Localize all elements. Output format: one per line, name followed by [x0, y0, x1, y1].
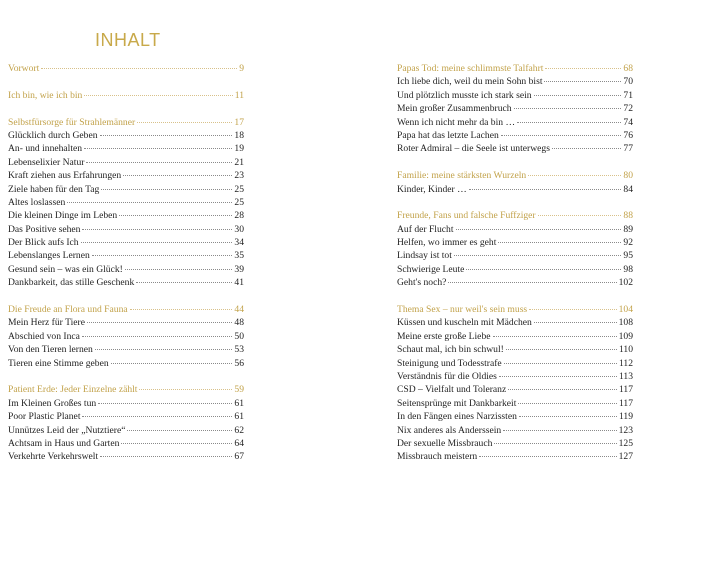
toc-entry-title: Dankbarkeit, das stille Geschenk: [8, 277, 135, 289]
dot-leader: [82, 336, 232, 337]
toc-entry-title: Die Freude an Flora und Fauna: [8, 304, 128, 316]
dot-leader: [454, 255, 622, 256]
toc-entry-title: Ich bin, wie ich bin: [8, 89, 83, 101]
toc-page-number: 62: [234, 424, 244, 436]
toc-section-heading[interactable]: [397, 303, 633, 316]
toc-entry[interactable]: [8, 129, 244, 142]
dot-leader: [98, 403, 232, 404]
dot-leader: [501, 135, 622, 136]
toc-entry-title: Schaut mal, ich bin schwul!: [397, 344, 504, 356]
toc-page-number: 112: [618, 357, 633, 369]
toc-entry-title: Von den Tieren lernen: [8, 344, 93, 356]
toc-page-number: 25: [234, 183, 244, 195]
section-gap: [397, 290, 633, 303]
dot-leader: [84, 148, 232, 149]
toc-entry[interactable]: [397, 183, 633, 196]
toc-page-number: 21: [234, 156, 244, 168]
toc-entry-title: Tieren eine Stimme geben: [8, 357, 109, 369]
toc-page-number: 125: [618, 437, 633, 449]
section-gap: [8, 370, 244, 383]
toc-entry-title: Lebenselixier Natur: [8, 156, 85, 168]
toc-page-number: 50: [234, 330, 244, 342]
toc-page-number: 127: [618, 451, 633, 463]
toc-page-number: 17: [234, 116, 244, 128]
toc-entry-title: Der sexuelle Missbrauch: [397, 437, 493, 449]
toc-entry[interactable]: [8, 330, 244, 343]
toc-entry[interactable]: [397, 142, 633, 155]
toc-entry[interactable]: [8, 169, 244, 182]
dot-leader: [504, 363, 617, 364]
toc-entry[interactable]: [8, 424, 244, 437]
toc-entry-title: Achtsam in Haus und Garten: [8, 437, 120, 449]
toc-page-number: 68: [623, 63, 633, 74]
toc-page-number: 23: [234, 170, 244, 182]
toc-entry[interactable]: [397, 424, 633, 437]
dot-leader: [119, 215, 232, 216]
toc-page-number: 123: [618, 424, 633, 436]
toc-page-number: 59: [234, 384, 244, 396]
toc-entry-title: Seitensprünge mit Dankbarkeit: [397, 397, 517, 409]
toc-page-number: 67: [234, 451, 244, 463]
toc-page-number: 25: [234, 196, 244, 208]
toc-entry-title: Verständnis für die Oldies: [397, 370, 497, 382]
toc-entry-title: Freunde, Fans und falsche Fuffziger: [397, 210, 536, 222]
toc-entry-title: Und plötzlich musste ich stark sein: [397, 89, 532, 101]
dot-leader: [95, 349, 233, 350]
toc-entry-title: Das Positive sehen: [8, 223, 81, 235]
toc-entry[interactable]: [8, 209, 244, 222]
dot-leader: [456, 229, 622, 230]
toc-page-number: 119: [618, 411, 633, 423]
dot-leader: [121, 443, 232, 444]
dot-leader: [67, 202, 232, 203]
toc-entry[interactable]: [8, 263, 244, 276]
toc-entry-title: Papas Tod: meine schlimmste Talfahrt: [397, 63, 544, 74]
toc-entry[interactable]: [8, 343, 244, 356]
toc-page-number: 95: [623, 250, 633, 262]
toc-entry-title: Geht's noch?: [397, 277, 447, 289]
dot-leader: [538, 215, 622, 216]
toc-entry[interactable]: [397, 370, 633, 383]
toc-entry-title: Mein Herz für Tiere: [8, 317, 85, 329]
toc-section-heading[interactable]: [8, 89, 244, 102]
toc-page-number: 88: [623, 210, 633, 222]
dot-leader: [494, 443, 616, 444]
toc-entry[interactable]: [397, 75, 633, 88]
dot-leader: [82, 416, 232, 417]
dot-leader: [92, 255, 233, 256]
dot-leader: [519, 416, 617, 417]
toc-entry[interactable]: [397, 89, 633, 102]
toc-page-number: 39: [234, 263, 244, 275]
toc-entry[interactable]: [8, 276, 244, 289]
dot-leader: [503, 430, 616, 431]
toc-entry-title: Kraft ziehen aus Erfahrungen: [8, 170, 122, 182]
toc-entry[interactable]: [397, 276, 633, 289]
toc-entry[interactable]: [397, 102, 633, 115]
toc-entry[interactable]: [8, 357, 244, 370]
toc-page-number: 44: [234, 304, 244, 316]
toc-entry[interactable]: [8, 410, 244, 423]
dot-leader: [514, 108, 622, 109]
toc-entry-title: Meine erste große Liebe: [397, 330, 491, 342]
toc-page-number: 89: [623, 223, 633, 235]
toc-entry-title: Ziele haben für den Tag: [8, 183, 100, 195]
dot-leader: [84, 95, 232, 96]
dot-leader: [498, 242, 621, 243]
toc-entry-title: Ich liebe dich, weil du mein Sohn bist: [397, 76, 543, 88]
toc-entry[interactable]: [8, 397, 244, 410]
toc-page-number: 61: [234, 397, 244, 409]
toc-entry-title: Papa hat das letzte Lachen: [397, 129, 499, 141]
toc-page-number: 70: [623, 76, 633, 88]
toc-page-number: 18: [234, 129, 244, 141]
toc-section-heading[interactable]: [8, 303, 244, 316]
dot-leader: [41, 68, 237, 69]
dot-leader: [136, 282, 232, 283]
section-gap: [397, 196, 633, 209]
toc-entry-title: Auf der Flucht: [397, 223, 454, 235]
toc-entry[interactable]: [8, 156, 244, 169]
toc-entry[interactable]: [397, 410, 633, 423]
toc-section-heading[interactable]: [397, 169, 633, 182]
toc-entry[interactable]: [397, 236, 633, 249]
dot-leader: [137, 122, 232, 123]
toc-right-column: [397, 62, 633, 464]
toc-page-number: 71: [623, 89, 633, 101]
toc-page-number: 48: [234, 317, 244, 329]
dot-leader: [517, 122, 621, 123]
toc-entry[interactable]: [8, 249, 244, 262]
toc-entry-title: Steinigung und Todesstrafe: [397, 357, 502, 369]
toc-section-heading[interactable]: [397, 62, 633, 75]
toc-page-number: 113: [618, 370, 633, 382]
dot-leader: [528, 175, 621, 176]
toc-entry[interactable]: [397, 223, 633, 236]
toc-page-number: 104: [618, 304, 633, 316]
toc-page-number: 19: [234, 143, 244, 155]
dot-leader: [529, 309, 616, 310]
toc-entry[interactable]: [397, 343, 633, 356]
toc-page-number: 84: [623, 183, 633, 195]
dot-leader: [86, 162, 232, 163]
toc-entry-title: Vorwort: [8, 63, 40, 74]
toc-page-number: 72: [623, 103, 633, 115]
toc-entry[interactable]: [397, 116, 633, 129]
toc-entry-title: Wenn ich nicht mehr da bin …: [397, 116, 516, 128]
toc-page-number: 30: [234, 223, 244, 235]
dot-leader: [82, 229, 232, 230]
dot-leader: [534, 95, 622, 96]
toc-entry-title: Nix anderes als Anderssein: [397, 424, 502, 436]
toc-entry-title: An- und innehalten: [8, 143, 83, 155]
toc-entry-title: Die kleinen Dinge im Leben: [8, 210, 118, 222]
toc-entry-title: Unnützes Leid der „Nutztiere“: [8, 424, 126, 436]
toc-entry[interactable]: [397, 357, 633, 370]
toc-page-number: 34: [234, 237, 244, 249]
toc-entry[interactable]: [397, 129, 633, 142]
toc-page-number: 117: [618, 397, 633, 409]
toc-page-number: 77: [623, 143, 633, 155]
toc-entry-title: Lebenslanges Lernen: [8, 250, 90, 262]
toc-entry-title: CSD – Vielfalt und Toleranz: [397, 384, 507, 396]
dot-leader: [125, 269, 233, 270]
toc-entry[interactable]: [397, 330, 633, 343]
toc-entry[interactable]: [8, 196, 244, 209]
toc-entry-title: Altes loslassen: [8, 196, 66, 208]
toc-entry-title: Thema Sex – nur weil's sein muss: [397, 304, 528, 316]
dot-leader: [508, 389, 617, 390]
toc-entry[interactable]: [8, 437, 244, 450]
toc-section-heading[interactable]: [8, 383, 244, 396]
dot-leader: [518, 403, 617, 404]
toc-left-column: [8, 62, 244, 464]
toc-entry-title: In den Fängen eines Narzissten: [397, 411, 517, 423]
dot-leader: [100, 456, 232, 457]
section-gap: [8, 102, 244, 115]
toc-entry[interactable]: [397, 397, 633, 410]
toc-page-number: 108: [618, 317, 633, 329]
dot-leader: [552, 148, 621, 149]
toc-page-number: 28: [234, 210, 244, 222]
dot-leader: [493, 336, 617, 337]
toc-page-number: 61: [234, 411, 244, 423]
dot-leader: [81, 242, 233, 243]
dot-leader: [499, 376, 617, 377]
section-gap: [397, 156, 633, 169]
toc-entry-title: Patient Erde: Jeder Einzelne zählt: [8, 384, 138, 396]
toc-section-heading[interactable]: [8, 116, 244, 129]
toc-entry-title: Gesund sein – was ein Glück!: [8, 263, 123, 275]
toc-page-number: 98: [623, 263, 633, 275]
toc-page-number: 80: [623, 170, 633, 182]
toc-entry-title: Familie: meine stärksten Wurzeln: [397, 170, 527, 182]
toc-entry-title: Lindsay ist tot: [397, 250, 452, 262]
toc-entry[interactable]: [397, 263, 633, 276]
dot-leader: [111, 363, 233, 364]
toc-page-number: 92: [623, 237, 633, 249]
toc-page-number: 9: [239, 63, 244, 74]
dot-leader: [139, 389, 232, 390]
toc-entry[interactable]: [8, 223, 244, 236]
dot-leader: [545, 68, 621, 69]
toc-entry[interactable]: [397, 249, 633, 262]
toc-entry-title: Schwierige Leute: [397, 263, 465, 275]
toc-entry[interactable]: [8, 316, 244, 329]
toc-page-number: 117: [618, 384, 633, 396]
toc-section-heading[interactable]: [397, 209, 633, 222]
dot-leader: [101, 189, 232, 190]
toc-entry[interactable]: [397, 450, 633, 463]
section-gap: [8, 290, 244, 303]
dot-leader: [87, 322, 232, 323]
toc-entry-title: Küssen und kuscheln mit Mädchen: [397, 317, 532, 329]
toc-entry-title: Roter Admiral – die Seele ist unterwegs: [397, 143, 550, 155]
toc-entry[interactable]: [397, 383, 633, 396]
toc-entry[interactable]: [8, 183, 244, 196]
toc-section-heading[interactable]: [8, 62, 244, 75]
toc-entry-title: Abschied von Inca: [8, 330, 80, 342]
dot-leader: [100, 135, 233, 136]
dot-leader: [123, 175, 232, 176]
toc-entry[interactable]: [8, 236, 244, 249]
toc-page-number: 110: [618, 344, 633, 356]
toc-entry-title: Verkehrte Verkehrswelt: [8, 451, 99, 463]
dot-leader: [506, 349, 617, 350]
toc-page-number: 35: [234, 250, 244, 262]
toc-entry-title: Der Blick aufs Ich: [8, 237, 79, 249]
toc-entry-title: Missbrauch meistern: [397, 451, 478, 463]
dot-leader: [127, 430, 232, 431]
toc-entry[interactable]: [397, 316, 633, 329]
dot-leader: [534, 322, 617, 323]
toc-entry-title: Im Kleinen Großes tun: [8, 397, 97, 409]
toc-entry-title: Mein großer Zusammenbruch: [397, 103, 512, 115]
page-title: INHALT: [95, 30, 161, 50]
toc-entry-title: Kinder, Kinder …: [397, 183, 467, 195]
toc-entry-title: Glücklich durch Geben: [8, 129, 98, 141]
dot-leader: [130, 309, 233, 310]
dot-leader: [479, 456, 616, 457]
toc-page-number: 56: [234, 357, 244, 369]
toc-entry[interactable]: [8, 142, 244, 155]
dot-leader: [544, 81, 621, 82]
toc-page-number: 102: [618, 277, 633, 289]
toc-entry-title: Poor Plastic Planet: [8, 411, 81, 423]
toc-page-number: 53: [234, 344, 244, 356]
toc-entry[interactable]: [8, 450, 244, 463]
dot-leader: [469, 189, 622, 190]
toc-entry-title: Selbstfürsorge für Strahlemänner: [8, 116, 136, 128]
toc-page-number: 109: [618, 330, 633, 342]
section-gap: [8, 75, 244, 88]
toc-entry[interactable]: [397, 437, 633, 450]
toc-entry-title: Helfen, wo immer es geht: [397, 237, 497, 249]
toc-page-number: 11: [234, 89, 244, 101]
dot-leader: [448, 282, 616, 283]
dot-leader: [466, 269, 621, 270]
toc-page-number: 76: [623, 129, 633, 141]
toc-page-number: 64: [234, 437, 244, 449]
toc-page-number: 74: [623, 116, 633, 128]
toc-page-number: 41: [234, 277, 244, 289]
